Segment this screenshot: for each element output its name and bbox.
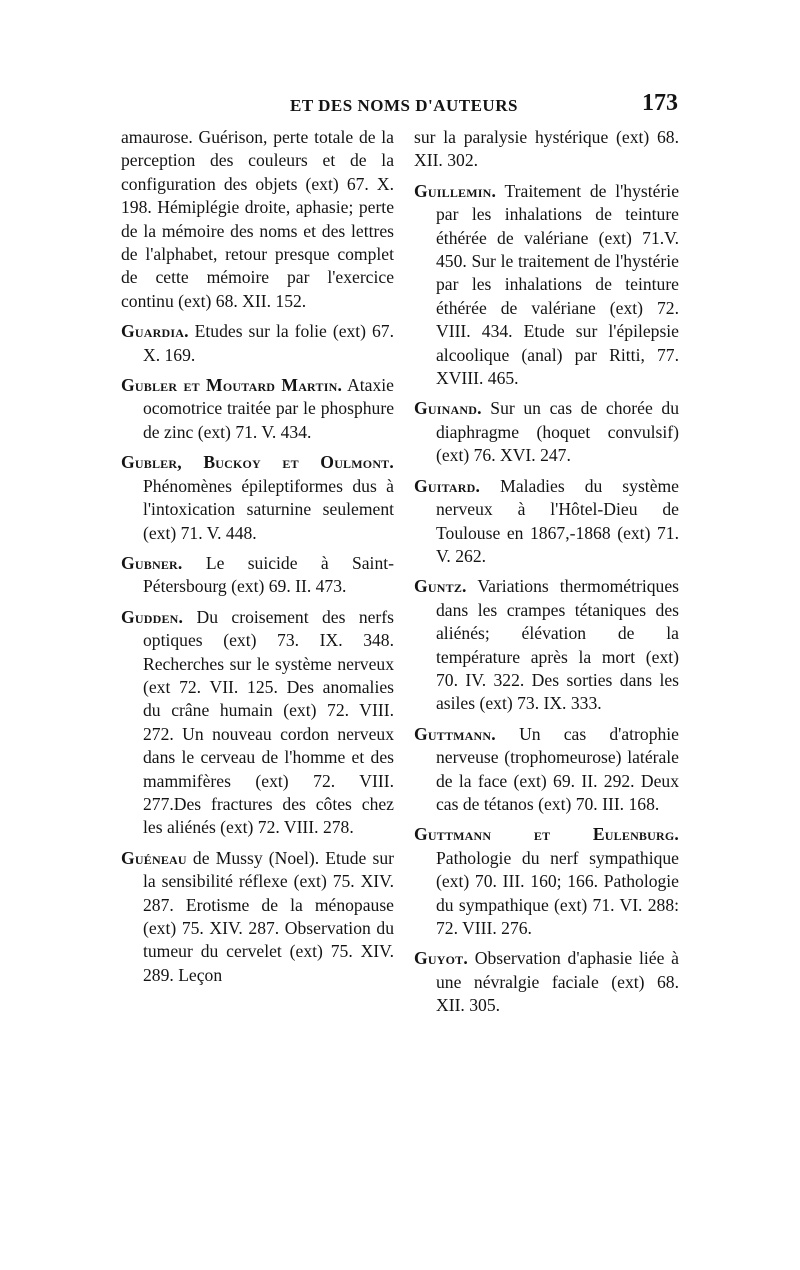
entry-text: Le suicide à Saint-Pétersbourg (ext) 69. II. 473.	[143, 552, 394, 597]
author-name: Gudden.	[121, 606, 184, 627]
author-name: Gubler, Buckoy et Oulmont.	[121, 452, 394, 473]
author-name: Guinand.	[414, 398, 482, 419]
index-entry	[414, 126, 679, 173]
index-entry	[121, 606, 394, 840]
page-number: 173	[642, 90, 678, 116]
right-column	[414, 126, 679, 1025]
index-entry	[414, 823, 679, 940]
index-entry	[414, 180, 679, 391]
index-entry	[414, 947, 679, 1017]
entry-text: amaurose. Guérison, perte totale de la perception des couleurs et de la configuration des objets (ext) 67. X. 198. Hémiplégie droite, aphasie; perte de la mémoire des noms et des lettres de l'alphabet, retour presque complet de cette mémoire par l'exercice continu (ext) 68. XII. 152.	[121, 127, 394, 311]
entry-text: Pathologie du nerf sympathique (ext) 70. III. 160; 166. Pathologie du sympathique (ext) 71. VI. 288: 72. VIII. 276.	[436, 847, 679, 938]
entry-text: Sur un cas de chorée du diaphragme (hoquet convulsif) (ext) 76. XVI. 247.	[436, 398, 679, 466]
entry-text: Un cas d'atrophie nerveuse (trophomeurose) latérale de la face (ext) 69. II. 292. Deux cas de tétanos (ext) 70. III. 168.	[436, 723, 679, 814]
index-entry	[414, 723, 679, 817]
index-entry	[121, 374, 394, 444]
author-name: Guyot.	[414, 948, 468, 969]
author-name: Guttmann et Eulenburg.	[414, 824, 679, 845]
index-entry	[414, 397, 679, 467]
entry-text: Phénomènes épileptiformes dus à l'intoxication saturnine seulement (ext) 71. V. 448.	[143, 475, 394, 543]
entry-text: de Mussy (Noel). Etude sur la sensibilité réflexe (ext) 75. XIV. 287. Erotisme de la ménopause (ext) 75. XIV. 287. Observation du tumeur du cervelet (ext) 75. XIV. 289. Leçon	[143, 847, 394, 985]
author-name: Guéneau	[121, 847, 187, 868]
entry-text: Ataxie ocomotrice traitée par le phosphure de zinc (ext) 71. V. 434.	[143, 375, 394, 442]
index-entry	[121, 126, 394, 313]
entry-text: Observation d'aphasie liée à une névralgie faciale (ext) 68. XII. 305.	[436, 948, 679, 1016]
author-name: Gubler et Moutard Martin.	[121, 375, 343, 396]
left-column	[121, 126, 394, 994]
author-name: Guitard.	[414, 475, 481, 496]
entry-text: sur la paralysie hystérique (ext) 68. XII. 302.	[414, 127, 679, 171]
running-title: ET DES NOMS D'AUTEURS	[290, 96, 518, 115]
index-entry	[414, 575, 679, 715]
author-name: Guardia.	[121, 321, 189, 342]
author-name: Guillemin.	[414, 180, 497, 201]
author-name: Gubner.	[121, 552, 183, 573]
author-name: Guttmann.	[414, 723, 496, 744]
index-entry	[121, 320, 394, 367]
entry-text: Maladies du système nerveux à l'Hôtel-Dieu de Toulouse en 1867,-1868 (ext) 71. V. 262.	[436, 475, 679, 566]
entry-text: Etudes sur la folie (ext) 67. X. 169.	[143, 321, 394, 365]
entry-text: Du croisement des nerfs optiques (ext) 73. IX. 348. Recherches sur le système nerveux (ext 72. VII. 125. Des anomalies du crâne humain (ext) 72. VIII. 272. Un nouveau cordon nerveux dans le cerveau de l'homme et des mammifères (ext) 72. VIII. 277.Des fractures des côtes chez les aliénés (ext) 72. VIII. 278.	[143, 606, 394, 838]
index-entry	[121, 847, 394, 987]
index-entry	[414, 475, 679, 569]
index-entry	[121, 451, 394, 545]
entry-text: Variations thermométriques dans les crampes tétaniques des aliénés; élévation de la température après la mort (ext) 70. IV. 322. Des sorties dans les asiles (ext) 73. IX. 333.	[436, 576, 679, 714]
index-entry	[121, 552, 394, 599]
entry-text: Traitement de l'hystérie par les inhalations de teinture éthérée de valériane (ext) 71.V. 450. Sur le traitement de l'hystérie par les inhalations de teinture éthérée de valériane (ext) 72. VIII. 434. Etude sur l'épilepsie alcoolique (anal) par Ritti, 77. XVIII. 465.	[436, 180, 679, 389]
author-name: Guntz.	[414, 576, 467, 597]
